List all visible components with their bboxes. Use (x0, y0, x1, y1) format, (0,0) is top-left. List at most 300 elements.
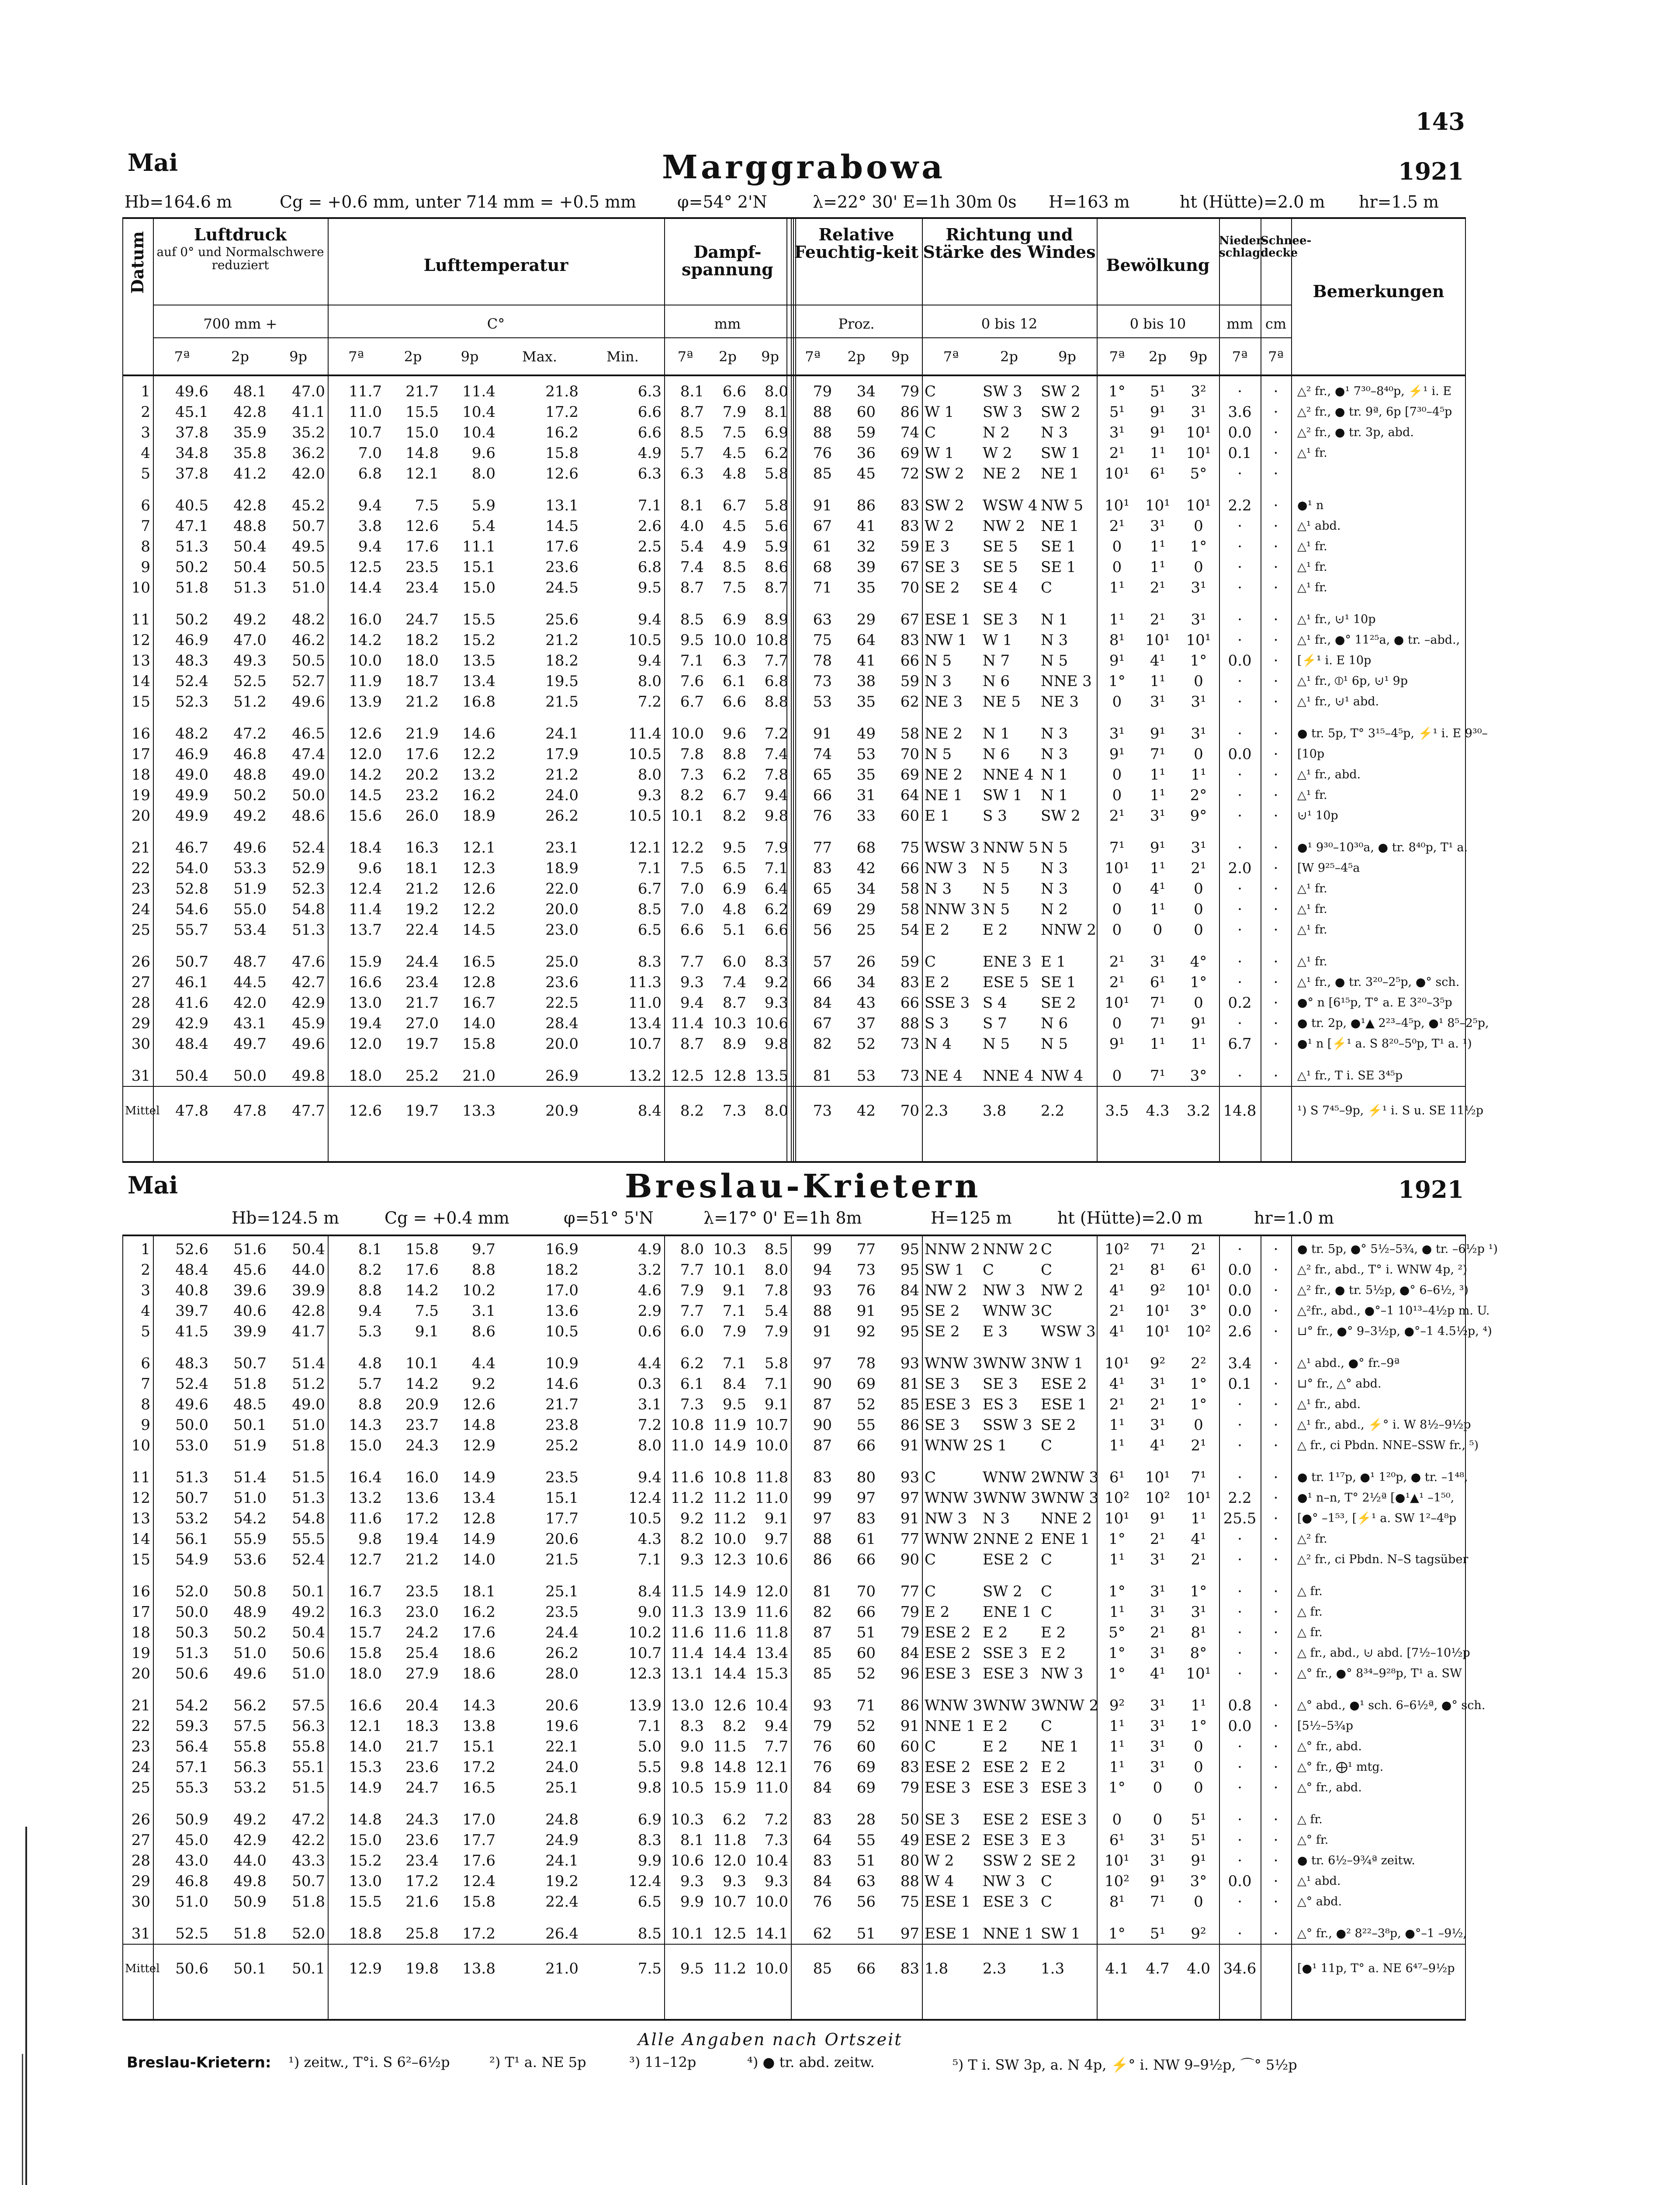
table-cell: 3.4 (1228, 1354, 1252, 1372)
table-cell: 10¹ (1105, 496, 1129, 514)
table-cell: 59 (900, 672, 919, 690)
table-cell: 9.7 (764, 1530, 788, 1548)
table-cell: N 5 (983, 900, 1010, 918)
table-cell: 67 (900, 558, 919, 576)
table-cell: N 5 (1041, 839, 1068, 857)
rule (122, 2019, 1466, 2021)
table-cell: 86 (900, 403, 919, 421)
table-cell: 3¹ (1109, 725, 1125, 742)
table-cell: 13.4 (755, 1644, 788, 1662)
table-row (122, 381, 1465, 402)
table-cell: 48.6 (292, 807, 325, 825)
page-number: 143 (1416, 108, 1465, 135)
table-cell: 6.2 (764, 900, 788, 918)
table-cell: 1¹ (1109, 579, 1125, 597)
table-cell: 21.9 (405, 725, 439, 742)
table-cell: 3¹ (1150, 1603, 1166, 1621)
table-cell: 2¹ (1191, 1436, 1206, 1454)
remark-cell: △¹ fr. (1297, 923, 1327, 936)
footnote-2: ²) T¹ a. NE 5p (489, 2054, 586, 2071)
table-row (122, 1777, 1465, 1798)
table-cell: 49.0 (175, 766, 208, 784)
table-cell: SSE 3 (983, 1644, 1028, 1662)
mean-cell: 85 (791, 1944, 835, 1993)
table-cell: 49.7 (233, 1035, 267, 1053)
rule (122, 217, 1466, 219)
table-cell: 15.5 (349, 1893, 382, 1911)
table-cell: 52 (856, 1035, 876, 1053)
table-cell: · (1273, 953, 1278, 971)
table-cell: 55.8 (233, 1738, 267, 1755)
table-cell: 6.8 (764, 672, 788, 690)
table-cell: 83 (813, 859, 832, 877)
table-cell: 56.3 (292, 1717, 325, 1735)
table-cell: 7.9 (722, 403, 746, 421)
table-cell: 0 (1194, 558, 1203, 576)
table-cell: 8.8 (358, 1281, 382, 1299)
table-cell: 67 (900, 610, 919, 628)
table-cell: 24.8 (545, 1810, 578, 1828)
table-cell: 91 (813, 1322, 832, 1340)
table-cell: 83 (813, 1852, 832, 1869)
table-cell: 84 (813, 1779, 832, 1797)
row-gap (122, 940, 1465, 951)
table-cell: 49.6 (175, 382, 208, 400)
table-row (122, 609, 1465, 630)
table-cell: 13.0 (349, 994, 382, 1012)
table-cell: 4.8 (722, 900, 746, 918)
table-cell: 16.2 (545, 423, 578, 441)
table-cell: 76 (813, 1738, 832, 1755)
table-cell: 83 (856, 1509, 876, 1527)
table-cell: 1¹ (1150, 859, 1166, 877)
table-cell: 14.4 (713, 1644, 746, 1662)
table-cell: 42.9 (233, 1831, 267, 1849)
table-cell: 11.6 (671, 1623, 704, 1641)
table-cell: 2¹ (1150, 579, 1166, 597)
table-cell: 11.2 (713, 1489, 746, 1507)
table-cell: 17.2 (462, 1925, 495, 1942)
table-cell: 86 (856, 496, 876, 514)
table-row (122, 422, 1465, 443)
table-cell: 37 (856, 1014, 876, 1032)
table-cell: · (1273, 1696, 1278, 1714)
table-cell: 16.0 (405, 1468, 439, 1486)
table-cell: W 2 (925, 1852, 954, 1869)
table-cell: 9.3 (680, 1872, 704, 1890)
table-cell: 11.6 (671, 1468, 704, 1486)
table-cell: 84 (900, 1644, 919, 1662)
table-row (122, 878, 1465, 899)
table-cell: N 4 (925, 1035, 952, 1053)
table-cell: 8.5 (722, 558, 746, 576)
table-cell: SE 3 (925, 1375, 960, 1393)
table-cell: 27.9 (405, 1665, 439, 1682)
table-cell: 12.6 (713, 1696, 746, 1714)
mean-cell: 13.3 (441, 1086, 498, 1135)
table-cell: 7.1 (722, 1302, 746, 1320)
remark-cell: △¹ fr., abd., ⚡° i. W 8½–9½p (1297, 1418, 1471, 1432)
table-cell: 5.8 (764, 496, 788, 514)
table-cell: 50.7 (292, 1872, 325, 1890)
table-cell: 0 (1112, 1067, 1122, 1085)
table-cell: 34.8 (175, 444, 208, 462)
table-cell: 8° (1190, 1644, 1207, 1662)
table-cell: NNE 1 (925, 1717, 976, 1735)
table-cell: 11.0 (349, 403, 382, 421)
table-cell: 2.6 (637, 517, 662, 535)
table-cell: 14.2 (349, 766, 382, 784)
table-cell: 12.2 (671, 839, 704, 857)
table-cell: 4.6 (637, 1281, 662, 1299)
table-cell: 91 (813, 725, 832, 742)
table-cell: 7.0 (358, 444, 382, 462)
table-cell: 65 (813, 880, 832, 898)
table-cell: 8.7 (680, 1035, 704, 1053)
table-cell: 27.0 (405, 1014, 439, 1032)
sub-min: Min. (606, 348, 639, 365)
col-rel: Relative Feuchtig-keit (794, 225, 919, 262)
table-cell: 8.0 (471, 465, 495, 482)
table-cell: 9.1 (722, 1281, 746, 1299)
table-cell: 6.7 (680, 693, 704, 711)
table-cell: 24.5 (545, 579, 578, 597)
table-cell: 64 (856, 631, 876, 649)
table-cell: 10¹ (1145, 1468, 1170, 1486)
table-cell: 3¹ (1150, 517, 1166, 535)
table-cell: 23.0 (545, 921, 578, 939)
table-cell: 0.0 (1228, 745, 1252, 763)
table-cell: 6.3 (637, 465, 662, 482)
table-cell: 8.8 (722, 745, 746, 763)
table-cell: 30 (131, 1893, 150, 1911)
table-cell: 11.5 (671, 1582, 704, 1600)
table-cell: 68 (856, 839, 876, 857)
remark-cell: ⊔° fr., △° abd. (1297, 1377, 1382, 1391)
table-cell: · (1273, 807, 1278, 825)
table-cell: 72 (900, 465, 919, 482)
table-cell: 51.2 (292, 1375, 325, 1393)
table-cell: 18.1 (462, 1582, 495, 1600)
table-cell: 9.6 (358, 859, 382, 877)
table-cell: 12.1 (349, 1717, 382, 1735)
table-cell: 17.2 (405, 1509, 439, 1527)
table-cell: 9 (141, 558, 150, 576)
table-cell: 20.2 (405, 766, 439, 784)
table-cell: 20 (131, 1665, 150, 1682)
table-cell: N 1 (1041, 610, 1068, 628)
table-cell: 3.1 (637, 1395, 662, 1413)
table-cell: 6¹ (1150, 973, 1166, 991)
table-cell: 5.7 (358, 1375, 382, 1393)
table-cell: 48.2 (292, 610, 325, 628)
table-cell: 13.5 (462, 652, 495, 669)
mean-cell: 50.1 (269, 1944, 328, 1993)
table-cell: 4¹ (1150, 1665, 1166, 1682)
table-cell: 2¹ (1109, 807, 1125, 825)
table-cell: 96 (900, 1665, 919, 1682)
table-cell: · (1273, 631, 1278, 649)
table-cell: 27 (131, 1831, 150, 1849)
mean-cell: 12.6 (328, 1086, 384, 1135)
table-cell: 11.8 (755, 1468, 788, 1486)
remark-cell: △ fr. (1297, 1584, 1323, 1598)
table-cell: 19 (131, 786, 150, 804)
table-cell: · (1273, 517, 1278, 535)
table-cell: S 3 (925, 1014, 949, 1032)
table-cell: 3¹ (1150, 1758, 1166, 1776)
table-cell: NE 3 (925, 693, 963, 711)
remark-cell: [●° –1⁵³, [⚡¹ a. SW 1²–4⁸p (1297, 1511, 1457, 1525)
table-cell: 51.3 (175, 1468, 208, 1486)
table-cell: N 1 (1041, 786, 1068, 804)
table-cell: 13.2 (349, 1489, 382, 1507)
mean-cell: 3.2 (1178, 1086, 1219, 1135)
table-cell: 7.1 (637, 1717, 662, 1735)
table-cell: · (1273, 786, 1278, 804)
table-cell: ESE 3 (983, 1779, 1029, 1797)
table-cell: 1¹ (1150, 672, 1166, 690)
table-cell: N 5 (1041, 652, 1068, 669)
table-cell: 40.6 (233, 1302, 267, 1320)
table-cell: 65 (813, 766, 832, 784)
meta-cg: Cg = +0.6 mm, unter 714 mm = +0.5 mm (280, 192, 637, 212)
table-cell: 88 (900, 1014, 919, 1032)
remark-cell: △² fr., abd., T° i. WNW 4p, ²) (1297, 1262, 1467, 1276)
table-row (122, 1529, 1465, 1549)
table-cell: 15 (131, 693, 150, 711)
table-cell: 5.9 (764, 538, 788, 555)
table-cell: 73 (900, 1035, 919, 1053)
meta-hr: hr=1.5 m (1359, 192, 1439, 212)
table-cell: 47.1 (175, 517, 208, 535)
mean-cell: 11.2 (707, 1944, 749, 1993)
table-cell: 88 (900, 1872, 919, 1890)
table-row (122, 744, 1465, 764)
table-cell: WNW 3 (1041, 1489, 1099, 1507)
table-row (122, 1034, 1465, 1054)
table-cell: 9² (1191, 1925, 1206, 1942)
table-cell: 54 (900, 921, 919, 939)
table-cell: · (1237, 1468, 1242, 1486)
mean-cell: 8.0 (749, 1086, 791, 1135)
table-cell: ESE 3 (925, 1779, 971, 1797)
table-cell: 13.4 (628, 1014, 662, 1032)
table-cell: 41.1 (292, 403, 325, 421)
table-cell: 51.5 (292, 1779, 325, 1797)
table-cell: 51.4 (233, 1468, 267, 1486)
table-cell: · (1273, 1738, 1278, 1755)
table-cell: 1¹ (1150, 558, 1166, 576)
table-cell: 14.4 (349, 579, 382, 597)
table-cell: · (1237, 1738, 1242, 1755)
table-cell: 7¹ (1150, 1893, 1166, 1911)
table-cell: 34 (856, 382, 876, 400)
table-cell: 11.0 (755, 1779, 788, 1797)
table-cell: 12.1 (405, 465, 439, 482)
table-cell: 17.6 (405, 1261, 439, 1279)
table-cell: 6.7 (637, 880, 662, 898)
table-cell: 10¹ (1145, 631, 1170, 649)
table-cell: 3¹ (1191, 1603, 1206, 1621)
table-cell: 12.6 (462, 1395, 495, 1413)
col-dampf-unit: mm (714, 316, 741, 332)
sub-7: 7ª (348, 348, 364, 365)
table-cell: 26.4 (545, 1925, 578, 1942)
table-cell: 14.5 (349, 786, 382, 804)
table-cell: 50 (900, 1810, 919, 1828)
table-cell: · (1273, 745, 1278, 763)
table-cell: 4.5 (722, 444, 746, 462)
table-cell: 60 (900, 807, 919, 825)
table-cell: 16.2 (462, 786, 495, 804)
table-cell: NNE 4 (983, 766, 1034, 784)
table-cell: WNW 3 (1041, 1468, 1099, 1486)
mean-cell: 2.3 (980, 1944, 1038, 1993)
table-cell: · (1273, 725, 1278, 742)
table-cell: 78 (856, 1354, 876, 1372)
table-cell: 1¹ (1109, 1738, 1125, 1755)
table-cell: 28.4 (545, 1014, 578, 1032)
table-cell: 1° (1108, 382, 1126, 400)
table-cell: 28 (131, 994, 150, 1012)
table-cell: NNW 3 (925, 900, 980, 918)
table-cell: 12.7 (349, 1550, 382, 1568)
table-cell: NNE 2 (1041, 1509, 1092, 1527)
table-cell: 56.1 (175, 1530, 208, 1548)
table-cell: 23 (131, 880, 150, 898)
table-cell: N 2 (1041, 900, 1068, 918)
table-cell: 35.8 (233, 444, 267, 462)
table-cell: E 2 (1041, 1644, 1066, 1662)
table-cell: N 7 (983, 652, 1010, 669)
table-cell: 8.0 (637, 1436, 662, 1454)
table-cell: 9¹ (1191, 1852, 1206, 1869)
table-cell: 9¹ (1150, 1509, 1166, 1527)
table-cell: · (1273, 538, 1278, 555)
table-cell: · (1273, 766, 1278, 784)
table-cell: 9.1 (764, 1509, 788, 1527)
table-cell: 17.9 (545, 745, 578, 763)
table-cell: WNW 2 (925, 1530, 983, 1548)
table-row (122, 1871, 1465, 1891)
marggrabowa-data (122, 381, 1489, 1135)
table-cell: 42.8 (233, 496, 267, 514)
sub-2: 2p (1149, 348, 1167, 365)
table-cell: · (1273, 1302, 1278, 1320)
table-cell: 10.1 (671, 807, 704, 825)
table-cell: C (1041, 579, 1053, 597)
table-cell: 9.7 (471, 1240, 495, 1258)
table-cell: 55.5 (292, 1530, 325, 1548)
table-cell: 14.5 (462, 921, 495, 939)
table-cell: ENE 3 (983, 953, 1032, 971)
table-cell: 90 (813, 1375, 832, 1393)
table-cell: 1° (1190, 538, 1207, 555)
table-cell: 49.9 (175, 807, 208, 825)
table-cell: 17.2 (405, 1872, 439, 1890)
table-cell: 41.6 (175, 994, 208, 1012)
table-cell: 79 (900, 1623, 919, 1641)
table-cell: 13.2 (462, 766, 495, 784)
table-cell: NNE 2 (983, 1530, 1034, 1548)
mean-cell: 47.7 (269, 1086, 328, 1135)
table-cell: · (1237, 465, 1242, 482)
table-cell: E 2 (983, 1738, 1008, 1755)
col-wind: Richtung und Stärke des Windes (923, 225, 1096, 262)
table-cell: 43.0 (175, 1852, 208, 1869)
remark-cell: △¹ fr., abd. (1297, 1397, 1361, 1411)
table-cell: 7.4 (722, 973, 746, 991)
table-cell: 8.9 (722, 1035, 746, 1053)
table-cell: 69 (856, 1758, 876, 1776)
table-cell: 7.5 (680, 859, 704, 877)
table-cell: 52 (856, 1665, 876, 1682)
table-cell: 5.9 (471, 496, 495, 514)
table-cell: 9.9 (637, 1852, 662, 1869)
mean-cell: 8.2 (664, 1086, 707, 1135)
table-cell: 20.4 (405, 1696, 439, 1714)
table-cell: 21.5 (545, 693, 578, 711)
table-cell: NW 3 (1041, 1665, 1084, 1682)
table-cell: 8.6 (764, 558, 788, 576)
table-cell: 52.0 (292, 1925, 325, 1942)
table-cell: N 3 (1041, 725, 1068, 742)
table-cell: 9² (1150, 1281, 1166, 1299)
table-cell: 77 (856, 1240, 876, 1258)
table-cell: 12.0 (349, 1035, 382, 1053)
table-cell: SE 1 (1041, 973, 1076, 991)
table-cell: 50.0 (175, 1416, 208, 1434)
table-cell: 14 (131, 672, 150, 690)
table-cell: 1¹ (1150, 766, 1166, 784)
table-cell: 9¹ (1150, 1872, 1166, 1890)
table-cell: · (1273, 1758, 1278, 1776)
table-cell: 47.4 (292, 745, 325, 763)
table-cell: C (983, 1261, 994, 1279)
table-cell: · (1273, 1240, 1278, 1258)
table-cell: 60 (900, 1738, 919, 1755)
table-cell: · (1273, 839, 1278, 857)
table-cell: 29 (131, 1872, 150, 1890)
table-cell: 24.1 (545, 725, 578, 742)
table-cell: 13.6 (405, 1489, 439, 1507)
table-cell: 54.8 (292, 1509, 325, 1527)
table-cell: 18.8 (349, 1925, 382, 1942)
table-cell: · (1273, 1831, 1278, 1849)
table-cell: 1¹ (1109, 1550, 1125, 1568)
table-cell: 0 (1194, 900, 1203, 918)
remark-cell: △¹ fr. (1297, 560, 1327, 574)
table-cell: 3.6 (1228, 403, 1252, 421)
table-cell: 1¹ (1191, 1035, 1206, 1053)
table-cell: 55.8 (292, 1738, 325, 1755)
table-cell: 8.1 (680, 1831, 704, 1849)
table-row (122, 1643, 1465, 1663)
mean-cell: 83 (878, 1944, 922, 1993)
table-cell: 11.0 (755, 1489, 788, 1507)
table-cell: 6.7 (722, 496, 746, 514)
table-cell: NNE 3 (1041, 672, 1092, 690)
month-label: Mai (128, 149, 178, 177)
table-cell: 7.9 (764, 839, 788, 857)
table-cell: · (1273, 921, 1278, 939)
table-cell: 10.0 (755, 1436, 788, 1454)
table-cell: SE 2 (925, 1322, 960, 1340)
table-cell: 97 (813, 1509, 832, 1527)
remark-cell: △¹ fr. (1297, 902, 1327, 916)
table-cell: · (1237, 579, 1242, 597)
